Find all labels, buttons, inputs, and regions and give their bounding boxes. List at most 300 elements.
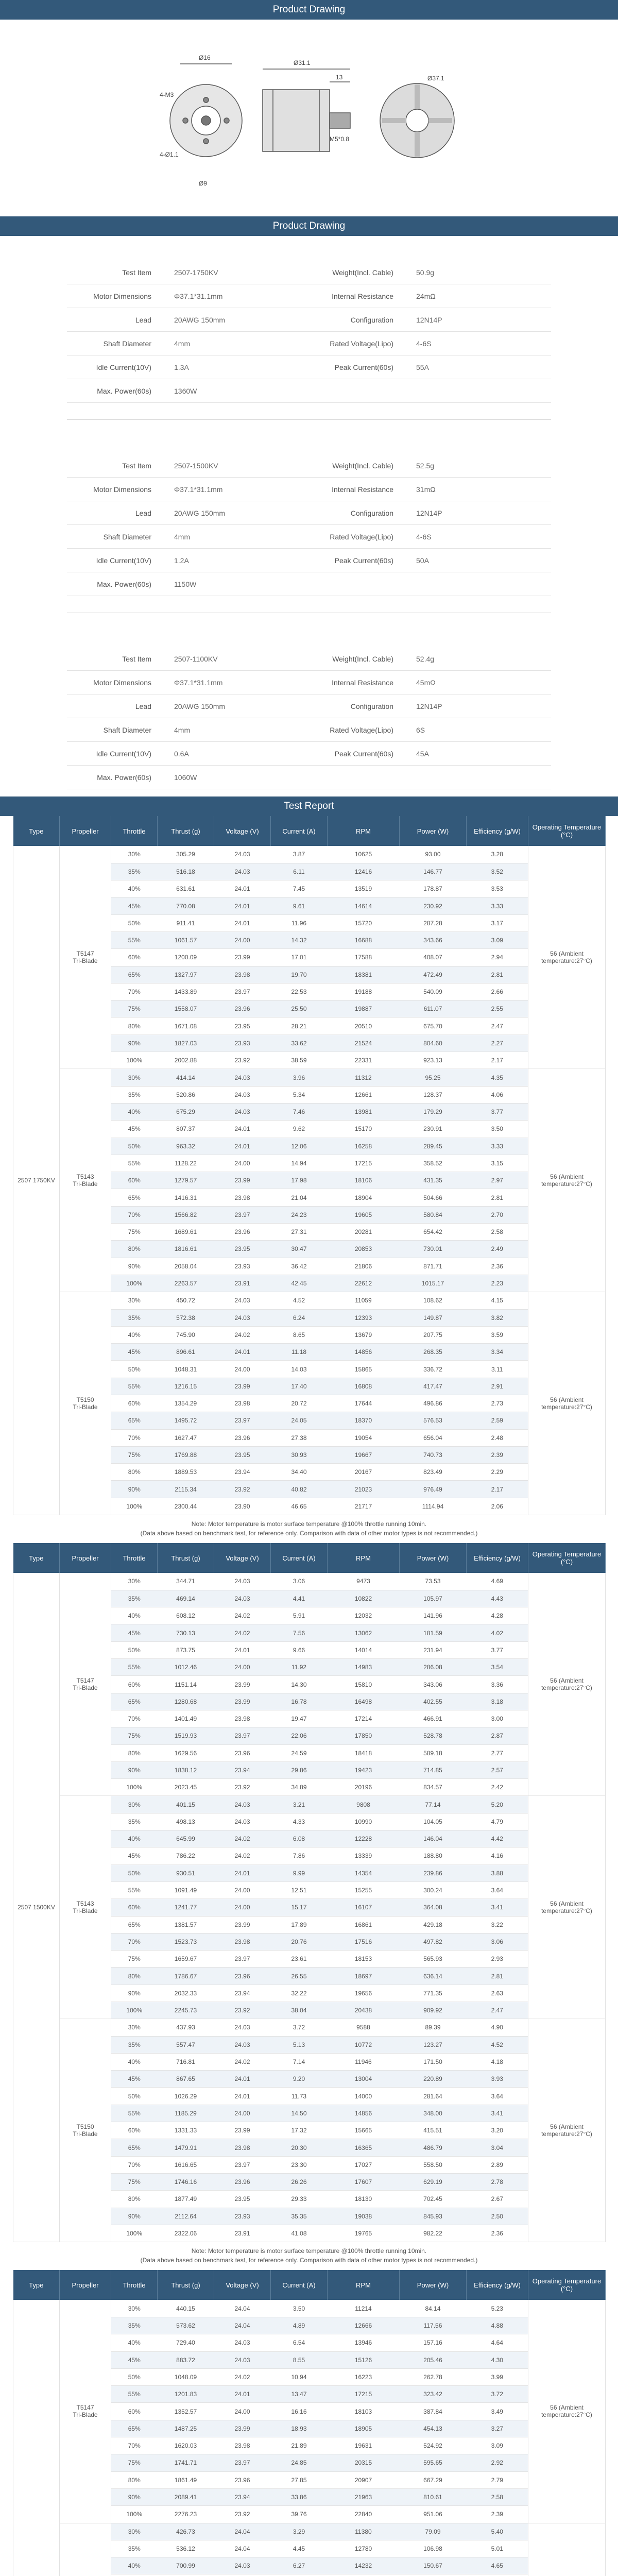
test-report-banner <box>0 796 618 816</box>
spec-value: 20AWG 150mm <box>174 702 226 710</box>
drawing-banner <box>0 0 618 20</box>
data-cell: 14232 <box>328 2557 400 2574</box>
data-cell: 19.47 <box>271 1710 328 1727</box>
data-cell: 24.00 <box>214 2105 271 2122</box>
data-cell: 106.98 <box>400 2540 467 2557</box>
data-cell: 23.91 <box>214 2225 271 2242</box>
data-cell: 29.33 <box>271 2191 328 2208</box>
spec-key: Configuration <box>350 315 393 324</box>
column-header: Operating Temperature (°C) <box>528 2270 606 2300</box>
data-cell: 2.58 <box>467 1224 528 1241</box>
spec-value: Φ37.1*31.1mm <box>174 485 223 494</box>
data-cell: 220.89 <box>400 2071 467 2088</box>
data-cell: 4.18 <box>467 2053 528 2070</box>
data-cell: 3.11 <box>467 1361 528 1378</box>
spec-value: 24mΩ <box>416 292 436 300</box>
data-cell: 4.64 <box>467 2334 528 2351</box>
propeller-cell: T5147 Tri-Blade <box>60 1573 111 1796</box>
data-cell: 19188 <box>328 983 400 1000</box>
column-header: RPM <box>328 816 400 846</box>
data-cell: 80% <box>111 1464 158 1481</box>
data-cell: 3.22 <box>467 1916 528 1933</box>
spec-key: Weight(Incl. Cable) <box>332 461 393 470</box>
spec-block <box>0 429 618 603</box>
data-cell: 4.41 <box>271 1590 328 1607</box>
data-cell: 5.23 <box>467 2300 528 2317</box>
data-cell: 7.14 <box>271 2053 328 2070</box>
specifications-section <box>0 236 618 796</box>
data-cell: 55% <box>111 1378 158 1395</box>
data-cell: 24.03 <box>214 1069 271 1086</box>
data-cell: 9.66 <box>271 1641 328 1658</box>
data-cell: 23.96 <box>214 2471 271 2488</box>
spec-value: 31mΩ <box>416 485 436 494</box>
data-cell: 24.01 <box>214 1121 271 1138</box>
spec-value: 1360W <box>174 386 197 395</box>
data-cell: 23.92 <box>214 1052 271 1069</box>
data-cell: 745.90 <box>158 1326 214 1343</box>
data-cell: 90% <box>111 1035 158 1052</box>
data-cell: 19605 <box>328 1206 400 1223</box>
column-header: Voltage (V) <box>214 2270 271 2300</box>
data-cell: 2.73 <box>467 1395 528 1412</box>
data-cell: 4.89 <box>271 2317 328 2334</box>
data-cell: 23.94 <box>214 1464 271 1481</box>
temperature-cell: 56 (Ambient temperature:27°C) <box>528 1292 606 1515</box>
data-cell: 21963 <box>328 2488 400 2505</box>
test-report-title: Test Report <box>284 801 334 811</box>
spec-key: Test Item <box>122 461 151 470</box>
data-cell: 55% <box>111 1155 158 1172</box>
spec-row <box>67 766 551 789</box>
data-cell: 3.27 <box>467 2420 528 2437</box>
data-cell: 2.47 <box>467 1018 528 1035</box>
data-cell: 873.75 <box>158 1641 214 1658</box>
data-cell: 24.01 <box>214 1138 271 1155</box>
data-cell: 23.98 <box>214 2139 271 2156</box>
spec-key: Rated Voltage(Lipo) <box>330 339 393 348</box>
data-cell: 35% <box>111 2317 158 2334</box>
data-cell: 22331 <box>328 1052 400 1069</box>
data-cell: 188.80 <box>400 1848 467 1865</box>
data-cell: 262.78 <box>400 2368 467 2385</box>
data-cell: 40% <box>111 2557 158 2574</box>
data-cell: 23.98 <box>214 1395 271 1412</box>
data-cell: 22.06 <box>271 1727 328 1744</box>
data-cell: 1746.16 <box>158 2173 214 2190</box>
data-cell: 15720 <box>328 914 400 931</box>
data-cell: 75% <box>111 1446 158 1463</box>
header-row <box>13 1543 606 1573</box>
propeller-cell: T5143 Tri-Blade <box>60 1069 111 1292</box>
data-cell: 65% <box>111 1916 158 1933</box>
spec-key: Idle Current(10V) <box>96 363 151 371</box>
data-cell: 536.12 <box>158 2540 214 2557</box>
data-cell: 770.08 <box>158 897 214 914</box>
data-cell: 3.96 <box>271 1069 328 1086</box>
note-line-1: Note: Motor temperature is motor surface temperature @100% throttle running 10min. <box>191 1520 427 1528</box>
data-cell: 11946 <box>328 2053 400 2070</box>
data-cell: 30% <box>111 846 158 863</box>
spec-value: 1060W <box>174 773 197 782</box>
data-cell: 23.97 <box>214 1951 271 1968</box>
data-cell: 12780 <box>328 2540 400 2557</box>
data-cell: 429.18 <box>400 1916 467 1933</box>
data-cell: 4.35 <box>467 1069 528 1086</box>
data-cell: 80% <box>111 1968 158 1985</box>
data-cell: 1331.33 <box>158 2122 214 2139</box>
data-cell: 2.81 <box>467 966 528 983</box>
data-cell: 667.29 <box>400 2471 467 2488</box>
data-cell: 469.14 <box>158 1590 214 1607</box>
spec-value: 45mΩ <box>416 678 436 687</box>
data-cell: 867.65 <box>158 2071 214 2088</box>
data-cell: 45% <box>111 1344 158 1361</box>
data-cell: 70% <box>111 1206 158 1223</box>
data-cell: 40% <box>111 1326 158 1343</box>
spec-value: 52.5g <box>416 461 435 470</box>
data-cell: 343.06 <box>400 1676 467 1693</box>
data-cell: 6.08 <box>271 1831 328 1848</box>
data-cell: 730.13 <box>158 1624 214 1641</box>
data-cell: 883.72 <box>158 2351 214 2368</box>
spec-row <box>67 308 551 332</box>
spec-value: 0.6A <box>174 749 189 758</box>
spec-value: Φ37.1*31.1mm <box>174 678 223 687</box>
data-cell: 1741.71 <box>158 2454 214 2471</box>
data-cell: 18905 <box>328 2420 400 2437</box>
data-cell: 2263.57 <box>158 1275 214 1292</box>
spec-key: Internal Resistance <box>332 292 393 300</box>
data-cell: 834.57 <box>400 1779 467 1796</box>
data-cell: 50% <box>111 1138 158 1155</box>
data-cell: 28.21 <box>271 1018 328 1035</box>
data-cell: 3.93 <box>467 2071 528 2088</box>
data-cell: 1838.12 <box>158 1761 214 1778</box>
data-cell: 90% <box>111 2208 158 2225</box>
data-cell: 70% <box>111 2437 158 2454</box>
data-cell: 20.30 <box>271 2139 328 2156</box>
data-cell: 23.98 <box>214 966 271 983</box>
spec-key: Rated Voltage(Lipo) <box>330 725 393 734</box>
data-cell: 181.59 <box>400 1624 467 1641</box>
data-cell: 24.01 <box>214 897 271 914</box>
data-cell: 466.91 <box>400 1710 467 1727</box>
data-cell: 4.88 <box>467 2317 528 2334</box>
data-cell: 426.73 <box>158 2523 214 2540</box>
data-cell: 70% <box>111 1933 158 1950</box>
data-cell: 108.62 <box>400 1292 467 1309</box>
data-cell: 19.70 <box>271 966 328 983</box>
data-cell: 19423 <box>328 1761 400 1778</box>
data-cell: 348.00 <box>400 2105 467 2122</box>
data-cell: 3.06 <box>467 1933 528 1950</box>
data-cell: 15810 <box>328 1676 400 1693</box>
table-row <box>13 1573 606 1590</box>
data-cell: 150.67 <box>400 2557 467 2574</box>
data-cell: 20167 <box>328 1464 400 1481</box>
data-cell: 23.96 <box>214 1001 271 1018</box>
data-cell: 24.03 <box>214 1103 271 1120</box>
data-cell: 60% <box>111 1899 158 1916</box>
data-cell: 1629.56 <box>158 1744 214 1761</box>
spec-value: 20AWG 150mm <box>174 509 226 517</box>
data-cell: 15170 <box>328 1121 400 1138</box>
data-cell: 3.77 <box>467 1103 528 1120</box>
data-cell: 23.99 <box>214 1693 271 1710</box>
spec-row <box>67 671 551 694</box>
product-drawing <box>0 20 618 216</box>
spec-value: 4mm <box>174 725 191 734</box>
spec-key: Peak Current(60s) <box>334 749 393 758</box>
data-cell: 364.08 <box>400 1899 467 1916</box>
spec-row <box>67 332 551 355</box>
data-cell: 14.32 <box>271 931 328 948</box>
data-cell: 2245.73 <box>158 2002 214 2019</box>
spec-value: 1150W <box>174 580 197 588</box>
data-cell: 1280.68 <box>158 1693 214 1710</box>
data-cell: 23.61 <box>271 1951 328 1968</box>
data-cell: 24.00 <box>214 1899 271 1916</box>
data-cell: 2.89 <box>467 2156 528 2173</box>
data-cell: 38.59 <box>271 1052 328 1069</box>
data-cell: 6.11 <box>271 863 328 880</box>
data-cell: 24.00 <box>214 1155 271 1172</box>
dim-label-1: Ø16 <box>199 54 211 61</box>
dim-label-7: 4-Ø1.1 <box>160 151 179 158</box>
spec-value: 6S <box>416 725 425 734</box>
data-cell: 65% <box>111 1693 158 1710</box>
motor-type-cell <box>13 2300 60 2576</box>
data-cell: 1091.49 <box>158 1882 214 1899</box>
data-cell: 11312 <box>328 1069 400 1086</box>
data-cell: 810.61 <box>400 2488 467 2505</box>
spec-key: Motor Dimensions <box>93 678 151 687</box>
data-cell: 20315 <box>328 2454 400 2471</box>
column-header: Current (A) <box>271 1543 328 1573</box>
note-line-2: (Data above based on benchmark test, for reference only. Comparison with data of other motor types is not recommended.) <box>140 1530 478 1537</box>
data-cell: 472.49 <box>400 966 467 983</box>
data-cell: 408.07 <box>400 949 467 966</box>
spec-row <box>67 501 551 525</box>
data-cell: 100% <box>111 2225 158 2242</box>
spec-value: 2507-1750KV <box>174 268 218 277</box>
spec-value: 45A <box>416 749 429 758</box>
data-cell: 287.28 <box>400 914 467 931</box>
data-cell: 40% <box>111 2334 158 2351</box>
data-cell: 23.97 <box>214 983 271 1000</box>
data-cell: 24.23 <box>271 1206 328 1223</box>
temperature-cell: 56 (Ambient temperature:27°C) <box>528 1069 606 1292</box>
data-cell: 963.32 <box>158 1138 214 1155</box>
spec-value: 12N14P <box>416 509 442 517</box>
data-cell: 18153 <box>328 1951 400 1968</box>
data-cell: 14856 <box>328 2105 400 2122</box>
data-cell: 12.06 <box>271 1138 328 1155</box>
data-cell: 16.16 <box>271 2403 328 2420</box>
data-cell: 1519.93 <box>158 1727 214 1744</box>
data-cell: 17588 <box>328 949 400 966</box>
data-cell: 60% <box>111 2403 158 2420</box>
table-row <box>13 1069 606 1086</box>
data-cell: 24.59 <box>271 1744 328 1761</box>
spec-key: Shaft Diameter <box>103 532 151 541</box>
propeller-cell <box>60 2523 111 2576</box>
data-cell: 55% <box>111 931 158 948</box>
data-cell: 11.73 <box>271 2088 328 2105</box>
data-cell: 1151.14 <box>158 1676 214 1693</box>
data-cell: 35% <box>111 1590 158 1607</box>
data-cell: 75% <box>111 1224 158 1241</box>
data-cell: 23.90 <box>214 1498 271 1515</box>
data-cell: 323.42 <box>400 2386 467 2403</box>
data-cell: 1416.31 <box>158 1189 214 1206</box>
data-cell: 24.03 <box>214 1813 271 1830</box>
data-cell: 12.51 <box>271 1882 328 1899</box>
spec-value: 2507-1500KV <box>174 461 218 470</box>
data-cell: 19765 <box>328 2225 400 2242</box>
spec-row <box>67 742 551 766</box>
data-cell: 4.65 <box>467 2557 528 2574</box>
data-cell: 4.90 <box>467 2019 528 2036</box>
data-cell: 16498 <box>328 1693 400 1710</box>
data-cell: 300.24 <box>400 1882 467 1899</box>
table-row <box>13 2523 606 2540</box>
data-cell: 636.14 <box>400 1968 467 1985</box>
column-header: Operating Temperature (°C) <box>528 816 606 846</box>
data-cell: 2.50 <box>467 2208 528 2225</box>
data-cell: 2.70 <box>467 1206 528 1223</box>
data-cell: 387.84 <box>400 2403 467 2420</box>
data-cell: 40.82 <box>271 1481 328 1498</box>
data-cell: 50% <box>111 2368 158 2385</box>
column-header: Operating Temperature (°C) <box>528 1543 606 1573</box>
data-cell: 3.64 <box>467 1882 528 1899</box>
data-cell: 982.22 <box>400 2225 467 2242</box>
data-cell: 24.01 <box>214 1344 271 1361</box>
data-cell: 149.87 <box>400 1309 467 1326</box>
column-header: Throttle <box>111 816 158 846</box>
data-cell: 1327.97 <box>158 966 214 983</box>
data-cell: 524.92 <box>400 2437 467 2454</box>
data-cell: 5.13 <box>271 2036 328 2053</box>
data-cell: 24.03 <box>214 1796 271 1813</box>
data-cell: 3.77 <box>467 1641 528 1658</box>
data-cell: 4.42 <box>467 1831 528 1848</box>
data-cell: 1889.53 <box>158 1464 214 1481</box>
data-cell: 1495.72 <box>158 1412 214 1429</box>
column-header: Type <box>13 816 60 846</box>
data-cell: 24.85 <box>271 2454 328 2471</box>
data-cell: 14983 <box>328 1659 400 1676</box>
data-cell: 16808 <box>328 1378 400 1395</box>
data-cell: 2.42 <box>467 1779 528 1796</box>
data-cell: 24.03 <box>214 1086 271 1103</box>
data-cell: 4.43 <box>467 1590 528 1607</box>
data-cell: 24.02 <box>214 1607 271 1624</box>
data-cell: 13339 <box>328 1848 400 1865</box>
data-cell: 3.15 <box>467 1155 528 1172</box>
data-cell: 1523.73 <box>158 1933 214 1950</box>
data-cell: 516.18 <box>158 863 214 880</box>
spec-row <box>67 261 551 284</box>
spec-key: Motor Dimensions <box>93 292 151 300</box>
data-cell: 16258 <box>328 1138 400 1155</box>
data-cell: 17.01 <box>271 949 328 966</box>
data-cell: 18103 <box>328 2403 400 2420</box>
data-cell: 36.42 <box>271 1258 328 1275</box>
data-cell: 23.99 <box>214 2420 271 2437</box>
data-cell: 450.72 <box>158 1292 214 1309</box>
data-cell: 3.41 <box>467 2105 528 2122</box>
spec-value: 50A <box>416 556 429 565</box>
data-cell: 1620.03 <box>158 2437 214 2454</box>
data-cell: 24.05 <box>271 1412 328 1429</box>
data-cell: 55% <box>111 1659 158 1676</box>
data-cell: 2.77 <box>467 1744 528 1761</box>
data-cell: 18697 <box>328 1968 400 1985</box>
table-note <box>0 1515 618 1543</box>
data-cell: 2.48 <box>467 1429 528 1446</box>
data-cell: 3.53 <box>467 880 528 897</box>
data-cell: 26.55 <box>271 1968 328 1985</box>
data-cell: 1012.46 <box>158 1659 214 1676</box>
propeller-cell: T5147 Tri-Blade <box>60 846 111 1069</box>
data-cell: 358.52 <box>400 1155 467 1172</box>
data-cell: 16223 <box>328 2368 400 2385</box>
propeller-cell: T5150 Tri-Blade <box>60 2019 111 2242</box>
data-cell: 18418 <box>328 1744 400 1761</box>
data-cell: 2.36 <box>467 2225 528 2242</box>
data-cell: 24.01 <box>214 1641 271 1658</box>
spec-key: Weight(Incl. Cable) <box>332 654 393 663</box>
data-cell: 23.97 <box>214 2454 271 2471</box>
data-cell: 30% <box>111 2300 158 2317</box>
data-cell: 3.49 <box>467 2403 528 2420</box>
test-table <box>13 1543 606 2242</box>
data-cell: 55% <box>111 2386 158 2403</box>
data-cell: 17850 <box>328 1727 400 1744</box>
data-cell: 24.00 <box>214 1659 271 1676</box>
data-cell: 70% <box>111 2156 158 2173</box>
data-cell: 128.37 <box>400 1086 467 1103</box>
data-cell: 19656 <box>328 1985 400 2002</box>
data-cell: 9.61 <box>271 897 328 914</box>
data-cell: 13062 <box>328 1624 400 1641</box>
data-cell: 2.81 <box>467 1189 528 1206</box>
data-cell: 45% <box>111 1624 158 1641</box>
data-cell: 2.78 <box>467 2173 528 2190</box>
data-cell: 16365 <box>328 2139 400 2156</box>
data-cell: 573.62 <box>158 2317 214 2334</box>
data-cell: 19038 <box>328 2208 400 2225</box>
data-cell: 2023.45 <box>158 1779 214 1796</box>
data-cell: 205.46 <box>400 2351 467 2368</box>
data-cell: 19631 <box>328 2437 400 2454</box>
spec-value: 1.3A <box>174 363 189 371</box>
column-header: Efficiency (g/W) <box>467 816 528 846</box>
data-cell: 740.73 <box>400 1446 467 1463</box>
temperature-cell: 56 (Ambient temperature:27°C) <box>528 2019 606 2242</box>
data-cell: 1241.77 <box>158 1899 214 1916</box>
column-header: Throttle <box>111 2270 158 2300</box>
data-cell: 771.35 <box>400 1985 467 2002</box>
data-cell: 11380 <box>328 2523 400 2540</box>
data-cell: 23.94 <box>214 1985 271 2002</box>
data-cell: 7.86 <box>271 1848 328 1865</box>
data-cell: 24.02 <box>214 1848 271 1865</box>
data-cell: 1433.89 <box>158 983 214 1000</box>
